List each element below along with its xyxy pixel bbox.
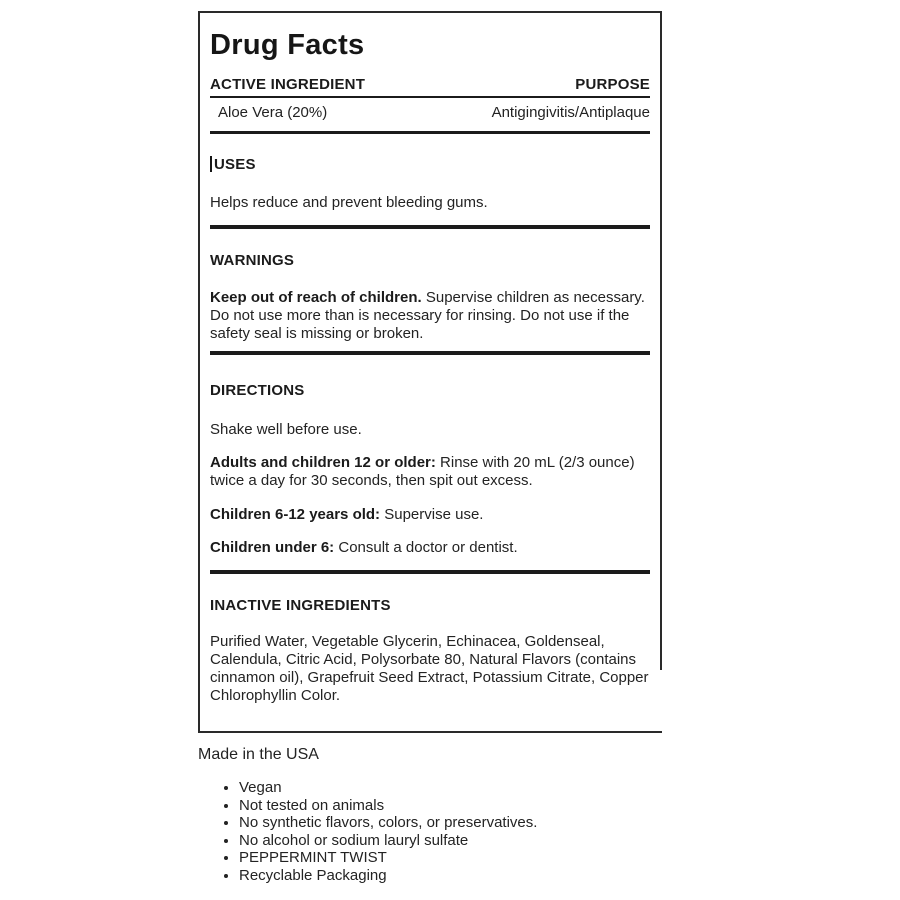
warnings-body: [210, 289, 650, 343]
inactive-ingredients-body: Purified Water, Vegetable Glycerin, Echinacea, Goldenseal, Calendula, Citric Acid, Polysorbate 80, Natural Flavors (contains cinnamon oil), Grapefruit Seed Extract, Potassium Citrate, Copper Chlorophyllin Color.: [210, 633, 649, 704]
list-item: • Not tested on animals: [239, 797, 678, 815]
divider-warnings: [210, 351, 650, 355]
directions-item: [210, 454, 650, 490]
directions-item-text: Consult a doctor or dentist.: [334, 539, 518, 556]
directions-intro: Shake well before use.: [210, 421, 362, 438]
ingredient-header-row: [210, 77, 650, 93]
divider-uses: [210, 225, 650, 229]
uses-heading: [210, 156, 650, 173]
directions-item-label: Children 6-12 years old:: [210, 506, 381, 523]
made-in-text: Made in the USA: [198, 746, 319, 763]
directions-item-label: Children under 6:: [210, 539, 335, 556]
divider-ingredient: [210, 131, 650, 134]
directions-item: [210, 539, 650, 557]
directions-item-label: Adults and children 12 or older:: [210, 454, 436, 471]
list-item: • No alcohol or sodium lauryl sulfate: [239, 832, 678, 850]
directions-item-text: Rinse with 20 mL (2/3 ounce) twice a day for 30 seconds, then spit out excess.: [210, 454, 635, 489]
divider-under-headers: [210, 96, 650, 98]
purpose-value: Antigingivitis/Antiplaque: [491, 104, 650, 121]
warnings-heading: WARNINGS: [210, 252, 295, 269]
warnings-body-rest: Supervise children as necessary. Do not use more than is necessary for rinsing. Do not use if the safety seal is missing or broken.: [210, 289, 645, 342]
warnings-bold-lead: Keep out of reach of children.: [210, 289, 422, 306]
drug-facts-title: Drug Facts: [210, 29, 365, 61]
uses-heading-label: USES: [214, 156, 256, 173]
list-item: • Recyclable Packaging: [239, 867, 678, 885]
label-footer: [198, 746, 678, 884]
feature-list: [198, 779, 678, 884]
drug-facts-panel: [198, 11, 662, 733]
text-cursor: [210, 156, 212, 172]
directions-item: [210, 506, 650, 524]
list-item: • Vegan: [239, 779, 678, 797]
uses-body: Helps reduce and prevent bleeding gums.: [210, 194, 488, 211]
directions-heading: DIRECTIONS: [210, 382, 305, 399]
purpose-header: PURPOSE: [575, 76, 650, 93]
divider-directions: [210, 570, 650, 574]
inactive-ingredients-heading: INACTIVE INGREDIENTS: [210, 597, 391, 614]
ingredient-row: [210, 104, 650, 122]
active-ingredient-header: ACTIVE INGREDIENT: [210, 76, 366, 93]
active-ingredient-value: Aloe Vera (20%): [218, 104, 328, 121]
list-item: • PEPPERMINT TWIST: [239, 849, 678, 867]
directions-item-text: Supervise use.: [380, 506, 484, 523]
list-item: • No synthetic flavors, colors, or preservatives.: [239, 814, 678, 832]
panel-right-border: [660, 11, 662, 670]
